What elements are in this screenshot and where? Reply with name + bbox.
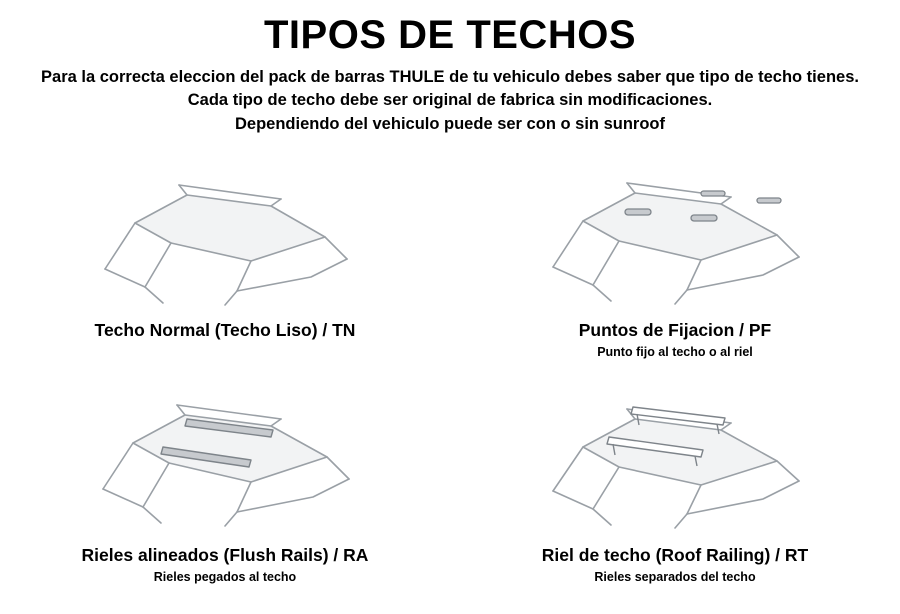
car-roof-flush-rails-icon bbox=[0, 382, 450, 537]
roof-type-subcaption-ra: Rieles pegados al techo bbox=[153, 570, 297, 584]
roof-type-caption-rt: Riel de techo (Roof Railing) / RT bbox=[541, 545, 809, 565]
tipos-de-techos-infographic bbox=[0, 14, 900, 614]
roof-types-grid bbox=[0, 162, 900, 602]
subtitle-line-2: Cada tipo de techo debe ser original de fabrica sin modificaciones. bbox=[187, 91, 713, 110]
car-roof-railing-icon bbox=[450, 382, 900, 537]
roof-type-caption-pf: Puntos de Fijacion / PF bbox=[578, 320, 772, 340]
page-title: TIPOS DE TECHOS bbox=[264, 13, 636, 57]
subtitle-block bbox=[0, 66, 900, 136]
roof-type-caption-ra: Rieles alineados (Flush Rails) / RA bbox=[81, 545, 369, 565]
subtitle-line-1: Para la correcta eleccion del pack de barras THULE de tu vehiculo debes saber que tipo de techo tienes. bbox=[41, 68, 859, 86]
roof-type-card-pf bbox=[450, 162, 900, 382]
roof-type-subcaption-rt: Rieles separados del techo bbox=[594, 570, 756, 584]
car-roof-normal-icon bbox=[0, 162, 450, 312]
roof-type-subcaption-pf: Punto fijo al techo o al riel bbox=[597, 345, 753, 359]
roof-type-card-ra bbox=[0, 382, 450, 602]
roof-type-caption-tn: Techo Normal (Techo Liso) / TN bbox=[94, 320, 356, 340]
roof-type-card-tn bbox=[0, 162, 450, 382]
subtitle-line-3: Dependiendo del vehiculo puede ser con o sin sunroof bbox=[235, 114, 665, 133]
roof-type-card-rt bbox=[450, 382, 900, 602]
car-roof-fixpoint-icon bbox=[450, 162, 900, 312]
